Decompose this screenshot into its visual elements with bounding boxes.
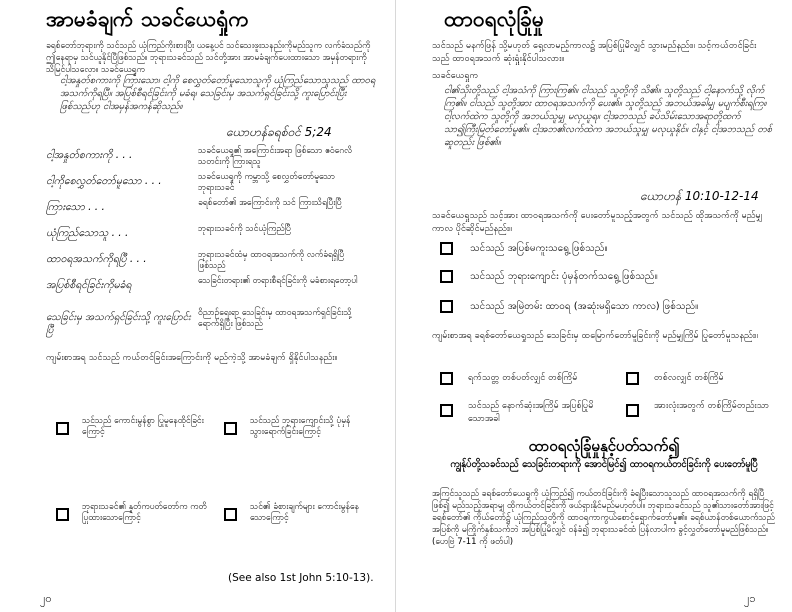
definition-term: သေခြင်းမှ အသက်ရှင်ခြင်းသို့ ကူးပြောင်းပြီ — [46, 312, 191, 336]
definition-desc: ဘုရားသခင်ကို သင်ယုံကြည်ပြီ — [198, 224, 291, 234]
section-body: အကြင်သူသည် ခရစ်တော်ယေရှုကို ယုံကြည်၍ ကယ်တင်ခြင်းကို ခံရပြီးသောသူသည် ထာဝရအသက်ကို ရရှိပြီဖြစ်၍ မည်သည့်အရာမျှ ထိုကယ်တင်ခြင်းကို ဖယ်ရှားနိုင်မည်မဟုတ်ပါ။ ဘုရားသခင်သည် သူ၏သားတော်အားဖြင့် ခရစ်တော်၏ ကိုယ်တော်၌ ယုံကြည်သူတို့ကို ထာဝရကာကွယ်စောင့်ရှောက်တော်မူ၏။ ခရစ်ယာန်တစ်ယောက်သည် အပြစ်ကို မကြိုက်နှစ်သက်ဘဲ အပြစ်ပြုမိလျှင် ဝန်ခံ၍ ဘုရားသခင်ထံ ပြန်လာပါက ခွင့်လွှတ်တော်မူမည်ဖြစ်သည်။ (ဟေဗြဲ 7-11 ကို ဖတ်ပါ) — [432, 489, 775, 547]
definition-term: ငါ့အနှုတ်စကားကို . . . — [46, 149, 133, 161]
choice-text: သင်သည် ကောင်းမွန်စွာ ပြုမူနေထိုင်ခြင်းကြောင့် — [82, 416, 204, 437]
right-question: သခင်ယေရှုသည် သင့်အား ထာဝရအသက်ကို ပေးတော်မူသည့်အတွက် သင်သည် ထိုအသက်ကို မည်မျှကာလ ပိုင်ဆိုင်မည်နည်း။ — [432, 211, 763, 234]
definition-term: ယုံကြည်သောသူ . . . — [46, 227, 129, 239]
option-text: သင်သည် အပြစ်မကူးသရွေ့ ဖြစ်သည်။ — [470, 243, 608, 254]
left-verse: ငါ့အနှုတ်စကားကို ကြားသော၊ ငါ့ကို စေလွှတ်တော်မူသောသူကို ယုံကြည်သောသူသည် ထာဝရအသက်ကိုရပြီ။ အပြစ်စီရင်ခြင်းကို မခံရ၊ သေခြင်းမှ အသက်ရှင်ခြင်းသို့ ကူးပြောင်းပြီးဖြစ်သည်ဟု ငါအမှန်အကန်ဆိုသည်။ — [60, 75, 376, 112]
left-page-number: ၂၀ — [40, 592, 52, 605]
left-question: ကျမ်းစာအရ သင်သည် ကယ်တင်ခြင်းအကြောင်းကို မည်ကဲ့သို့ အာမခံချက် ရှိနိုင်ပါသနည်း။ — [46, 353, 338, 363]
definition-row — [46, 172, 372, 196]
choice-checkbox[interactable] — [224, 508, 237, 521]
right-question-2: ကျမ်းစာအရ ခရစ်တော်ယေရှုသည် သေခြင်းမှ ထမြောက်တော်မူခြင်းကို မည်မျှကြိမ် ပြုတော်မူသနည်း။ — [432, 331, 758, 341]
choice-text: သင်သည် ဘုရားကျောင်းသို့ ပုံမှန်သွားရောက်ခြင်းကြောင့် — [250, 416, 351, 437]
left-intro: ခရစ်တော်ဘုရားကို သင်သည် ယုံကြည်ကိုးစားပြီး ယနေ့ပင် သင်သေးဖူးသနည်းကိုမည်သူက လက်ခံသည်ကို ဤနေရာမှ သင်ယူနိုင်ပြီဖြစ်သည်။ ဘုရားသခင်သည် သင်တို့အား အာမခံချက်ပေးထားသော အမှန်တရားကို သိမြင်ပါသလော။ သခင်ယေရှုက — [46, 41, 371, 75]
option-checkbox[interactable] — [440, 300, 453, 313]
grid-option-text: တစ်လလျှင် တစ်ကြိမ် — [654, 373, 724, 383]
definition-row — [46, 308, 372, 344]
left-verse-ref: ယောဟန်ခရစ်ဝင် 5;24 — [226, 125, 332, 139]
option-checkbox[interactable] — [440, 270, 453, 283]
grid-option-checkbox[interactable] — [440, 404, 453, 417]
definition-desc: သခင်ယေရှုကို ကမ္ဘာသို့ စေလွှတ်တော်မူသော ဘုရားသခင် — [198, 172, 335, 193]
definition-desc: ဝိညာဉ်ရေးရာ သေခြင်းမှ ထာဝရအသက်ရှင်ခြင်းသို့ ရောက်ရှိပြီး ဖြစ်သည် — [198, 308, 352, 329]
right-verse: ငါ၏သိုးတို့သည် ငါ့အသံကို ကြားကြ၏။ ငါသည် သူတို့ကို သိ၏။ သူတို့သည် ငါ့နောက်သို့ လိုက်ကြ၏။ ငါသည် သူတို့အား ထာဝရအသက်ကို ပေး၏။ သူတို့သည် အဘယ်အခါမျှ မပျက်စီးရကြ။ ငါ့လက်ထဲက သူတို့ကို အဘယ်သူမျှ မလုယူရ။ ငါ့အဘသည် ခပ်သိမ်းသောအရာတို့ထက် သာ၍ကြီးမြတ်တော်မူ၏။ ငါ့အဘ၏လက်ထဲက အဘယ်သူမျှ မလုယူနိုင်။ ငါနှင့် ငါ့အဘသည် တစ်ဆူတည်း ဖြစ်၏။ — [444, 85, 772, 148]
grid-option-checkbox[interactable] — [626, 404, 639, 417]
grid-option-text: ရက်သတ္တ တစ်ပတ်လျှင် တစ်ကြိမ် — [468, 373, 578, 383]
grid-option-checkbox[interactable] — [440, 372, 453, 385]
choice-text: ဘုရားသခင်၏ နှုတ်ကပတ်တော်က ကတိပြုထားသောကြောင့် — [82, 502, 207, 523]
choice-checkbox[interactable] — [56, 508, 69, 521]
choice-text: သင်၏ ခံစားချက်များ ကောင်းမွန်နေသောကြောင့် — [250, 502, 359, 523]
definition-desc: သေခြင်းတရား၏ တရားစီရင်ခြင်းကို မခံစားရတော့ပါ — [198, 276, 358, 286]
choice-checkbox[interactable] — [56, 422, 69, 435]
definition-term: ထာဝရအသက်ကိုရပြီ . . . — [46, 253, 147, 265]
definition-term: ငါ့ကိုစေလွှတ်တော်မူသော . . . — [46, 175, 162, 187]
right-verse-ref: ယောဟန် 10:10-12-14 — [640, 189, 759, 203]
definition-desc: သခင်ယေရှု၏ အကြောင်းအရာ ဖြစ်သော ဧဝံဂေလိသတင်းကို ကြားရသူ — [198, 146, 353, 167]
grid-option-text: အားလုံးအတွက် တစ်ကြိမ်တည်းသာ — [654, 401, 770, 411]
grid-option-text: သင်သည် နောက်ဆုံးအကြိမ် အပြစ်ပြုမိသောအခါ — [468, 401, 594, 424]
option-checkbox[interactable] — [440, 242, 453, 255]
right-intro: သင်သည် မနက်ဖြန် သို့မဟုတ် ရှေ့လာမည့်ကာလ၌ အပြစ်ပြုမိလျှင် သွားမည်နည်း။ သင့်ကယ်တင်ခြင်းသည် ထာဝရအသက် ဆုံးရှုံးနိုင်ပါသလား။ — [432, 41, 757, 64]
definition-row — [46, 198, 372, 222]
right-page-title: ထာဝရလုံခြုံမှု — [444, 7, 544, 31]
definition-desc: ခရစ်တော်၏ အကြောင်းကို သင် ကြားသိရပြီးပြီ — [198, 198, 342, 208]
definition-desc: ဘုရားသခင်ထံမှ ထာဝရအသက်ကို လက်ခံရရှိပြီ ဖြစ်သည် — [198, 250, 345, 271]
section-subtitle: ကျွန်ုပ်တို့သခင်သည် သေခြင်းတရားကို အောင်မြင်၍ ထာဝရကယ်တင်ခြင်းကို ပေးတော်မူပြီ — [450, 459, 758, 470]
choice-checkbox[interactable] — [224, 422, 237, 435]
definition-term: ကြားသော . . . — [46, 201, 105, 213]
definition-row — [46, 146, 372, 170]
section-title: ထာဝရလုံခြုံမှုနှင့်ပတ်သက်၍ — [528, 437, 680, 455]
right-page — [396, 0, 792, 612]
see-also-note: (See also 1st John 5:10-13). — [228, 572, 374, 584]
right-verse-label: သခင်ယေရှုက — [432, 71, 479, 81]
left-page-title: အာမခံချက် သခင်ယေရှုံက — [46, 7, 249, 31]
grid-option-checkbox[interactable] — [626, 372, 639, 385]
option-text: သင်သည် ဘုရားကျောင်း ပုံမှန်တက်သရွေ့ ဖြစ်သည်။ — [470, 271, 658, 282]
option-text: သင်သည် အမြဲတမ်း ထာဝရ (အဆုံးမရှိသော ကာလ) ဖြစ်သည်။ — [470, 301, 699, 312]
definition-row — [46, 224, 372, 248]
definition-term: အပြစ်စီရင်ခြင်းကိုမခံရ — [46, 279, 132, 291]
definition-row — [46, 276, 372, 300]
definition-row — [46, 250, 372, 274]
right-page-number: ၂၁ — [744, 592, 756, 605]
